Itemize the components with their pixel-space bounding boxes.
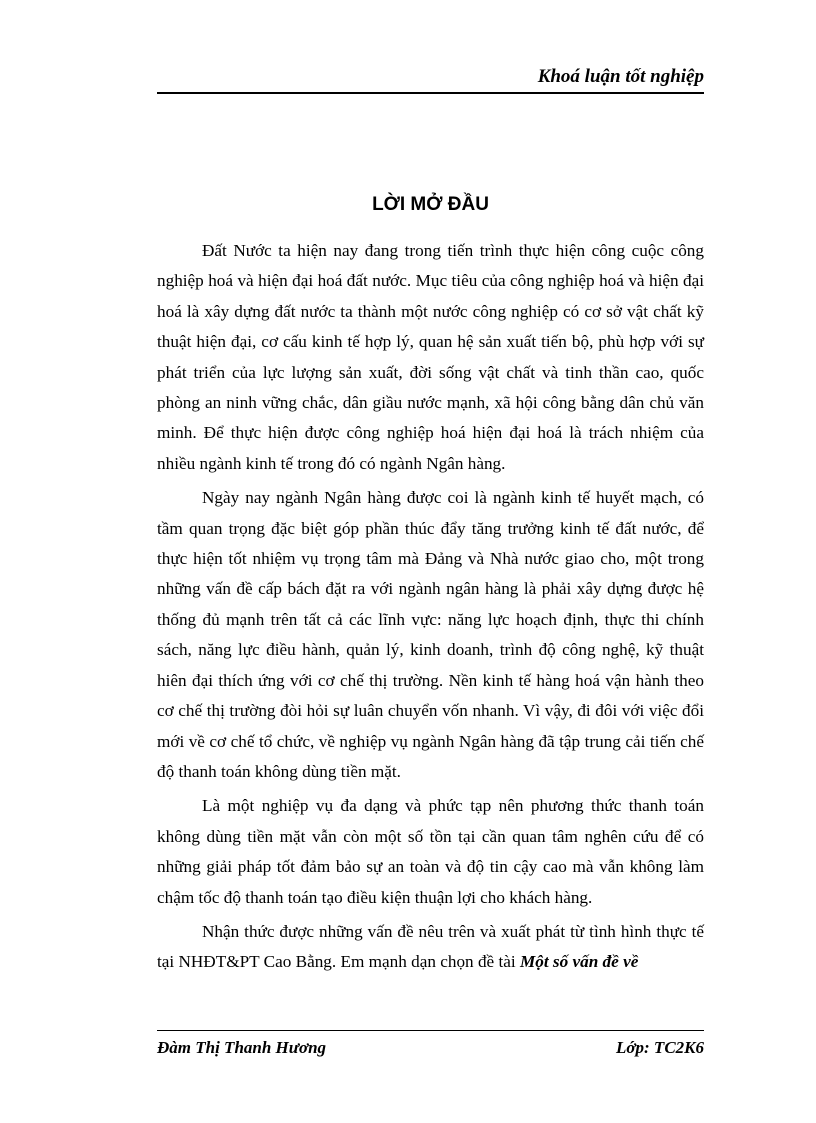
footer-author: Đàm Thị Thanh Hương (157, 1038, 327, 1057)
paragraph: Là một nghiệp vụ đa dạng và phức tạp nên phương thức thanh toán không dùng tiền mặt vẫn còn một số tồn tại cần quan tâm nghên cứu để có những giải pháp tốt đảm bảo sự an toàn và độ tin cậy cao mà vẫn không làm chậm tốc độ thanh toán tạo điều kiện thuận lợi cho khách hàng. (157, 796, 704, 907)
paragraph: Đất Nước ta hiện nay đang trong tiến trình thực hiện công cuộc công nghiệp hoá và hiện đại hoá đất nước. Mục tiêu của công nghiệp hoá và hiện đại hoá là xây dựng đất nước ta thành một nước công nghiệp có cơ sở vật chất kỹ thuật hiện đại, cơ cấu kinh tế hợp lý, quan hệ sản xuất tiến bộ, phù hợp với sự phát triển của lực lượng sản xuất, đời sống vật chất và tinh thần cao, quốc phòng an ninh vững chắc, dân giầu nước mạnh, xã hội công bằng dân chủ văn minh. Để thực hiện được công nghiệp hoá hiện đại hoá là trách nhiệm của nhiều ngành kinh tế trong đó có ngành Ngân hàng. (157, 241, 704, 473)
page-title: LỜI MỞ ĐẦU (372, 194, 489, 215)
paragraph: Ngày nay ngành Ngân hàng được coi là ngành kinh tế huyết mạch, có tầm quan trọng đặc biệt góp phần thúc đẩy tăng trưởng kinh tế đất nước, để thực hiện tốt nhiệm vụ trọng tâm mà Đảng và Nhà nước giao cho, một trong những vấn đề cấp bách đặt ra với ngành ngân hàng là phải xây dựng được hệ thống đủ mạnh trên tất cả các lĩnh vực: năng lực hoạch định, thực thi chính sách, năng lực điều hành, quản lý, kinh doanh, trình độ công nghệ, kỹ thuật hiên đại thích ứng với cơ chế thị trường. Nền kinh tế hàng hoá vận hành theo cơ chế thị trường đòi hỏi sự luân chuyển vốn nhanh. Vì vậy, đi đôi với việc đổi mới về cơ chế tổ chức, về nghiệp vụ ngành Ngân hàng đã tập trung cải tiến chế độ thanh toán không dùng tiền mặt. (157, 488, 704, 781)
paragraph-last (157, 917, 704, 978)
body-text (157, 236, 704, 978)
topic-title-emphasis: Một số vấn đề về (519, 952, 639, 972)
running-header: Khoá luận tốt nghiệp (537, 66, 704, 87)
footer-divider (157, 1030, 704, 1031)
paragraph-last-text: Nhận thức được những vấn đề nêu trên và xuất phát từ tình hình thực tế tại NHĐT&PT Cao Bằng. Em mạnh dạn chọn đề tài (157, 921, 704, 972)
footer-class: Lớp: TC2K6 (616, 1038, 704, 1057)
header-divider (157, 92, 704, 94)
